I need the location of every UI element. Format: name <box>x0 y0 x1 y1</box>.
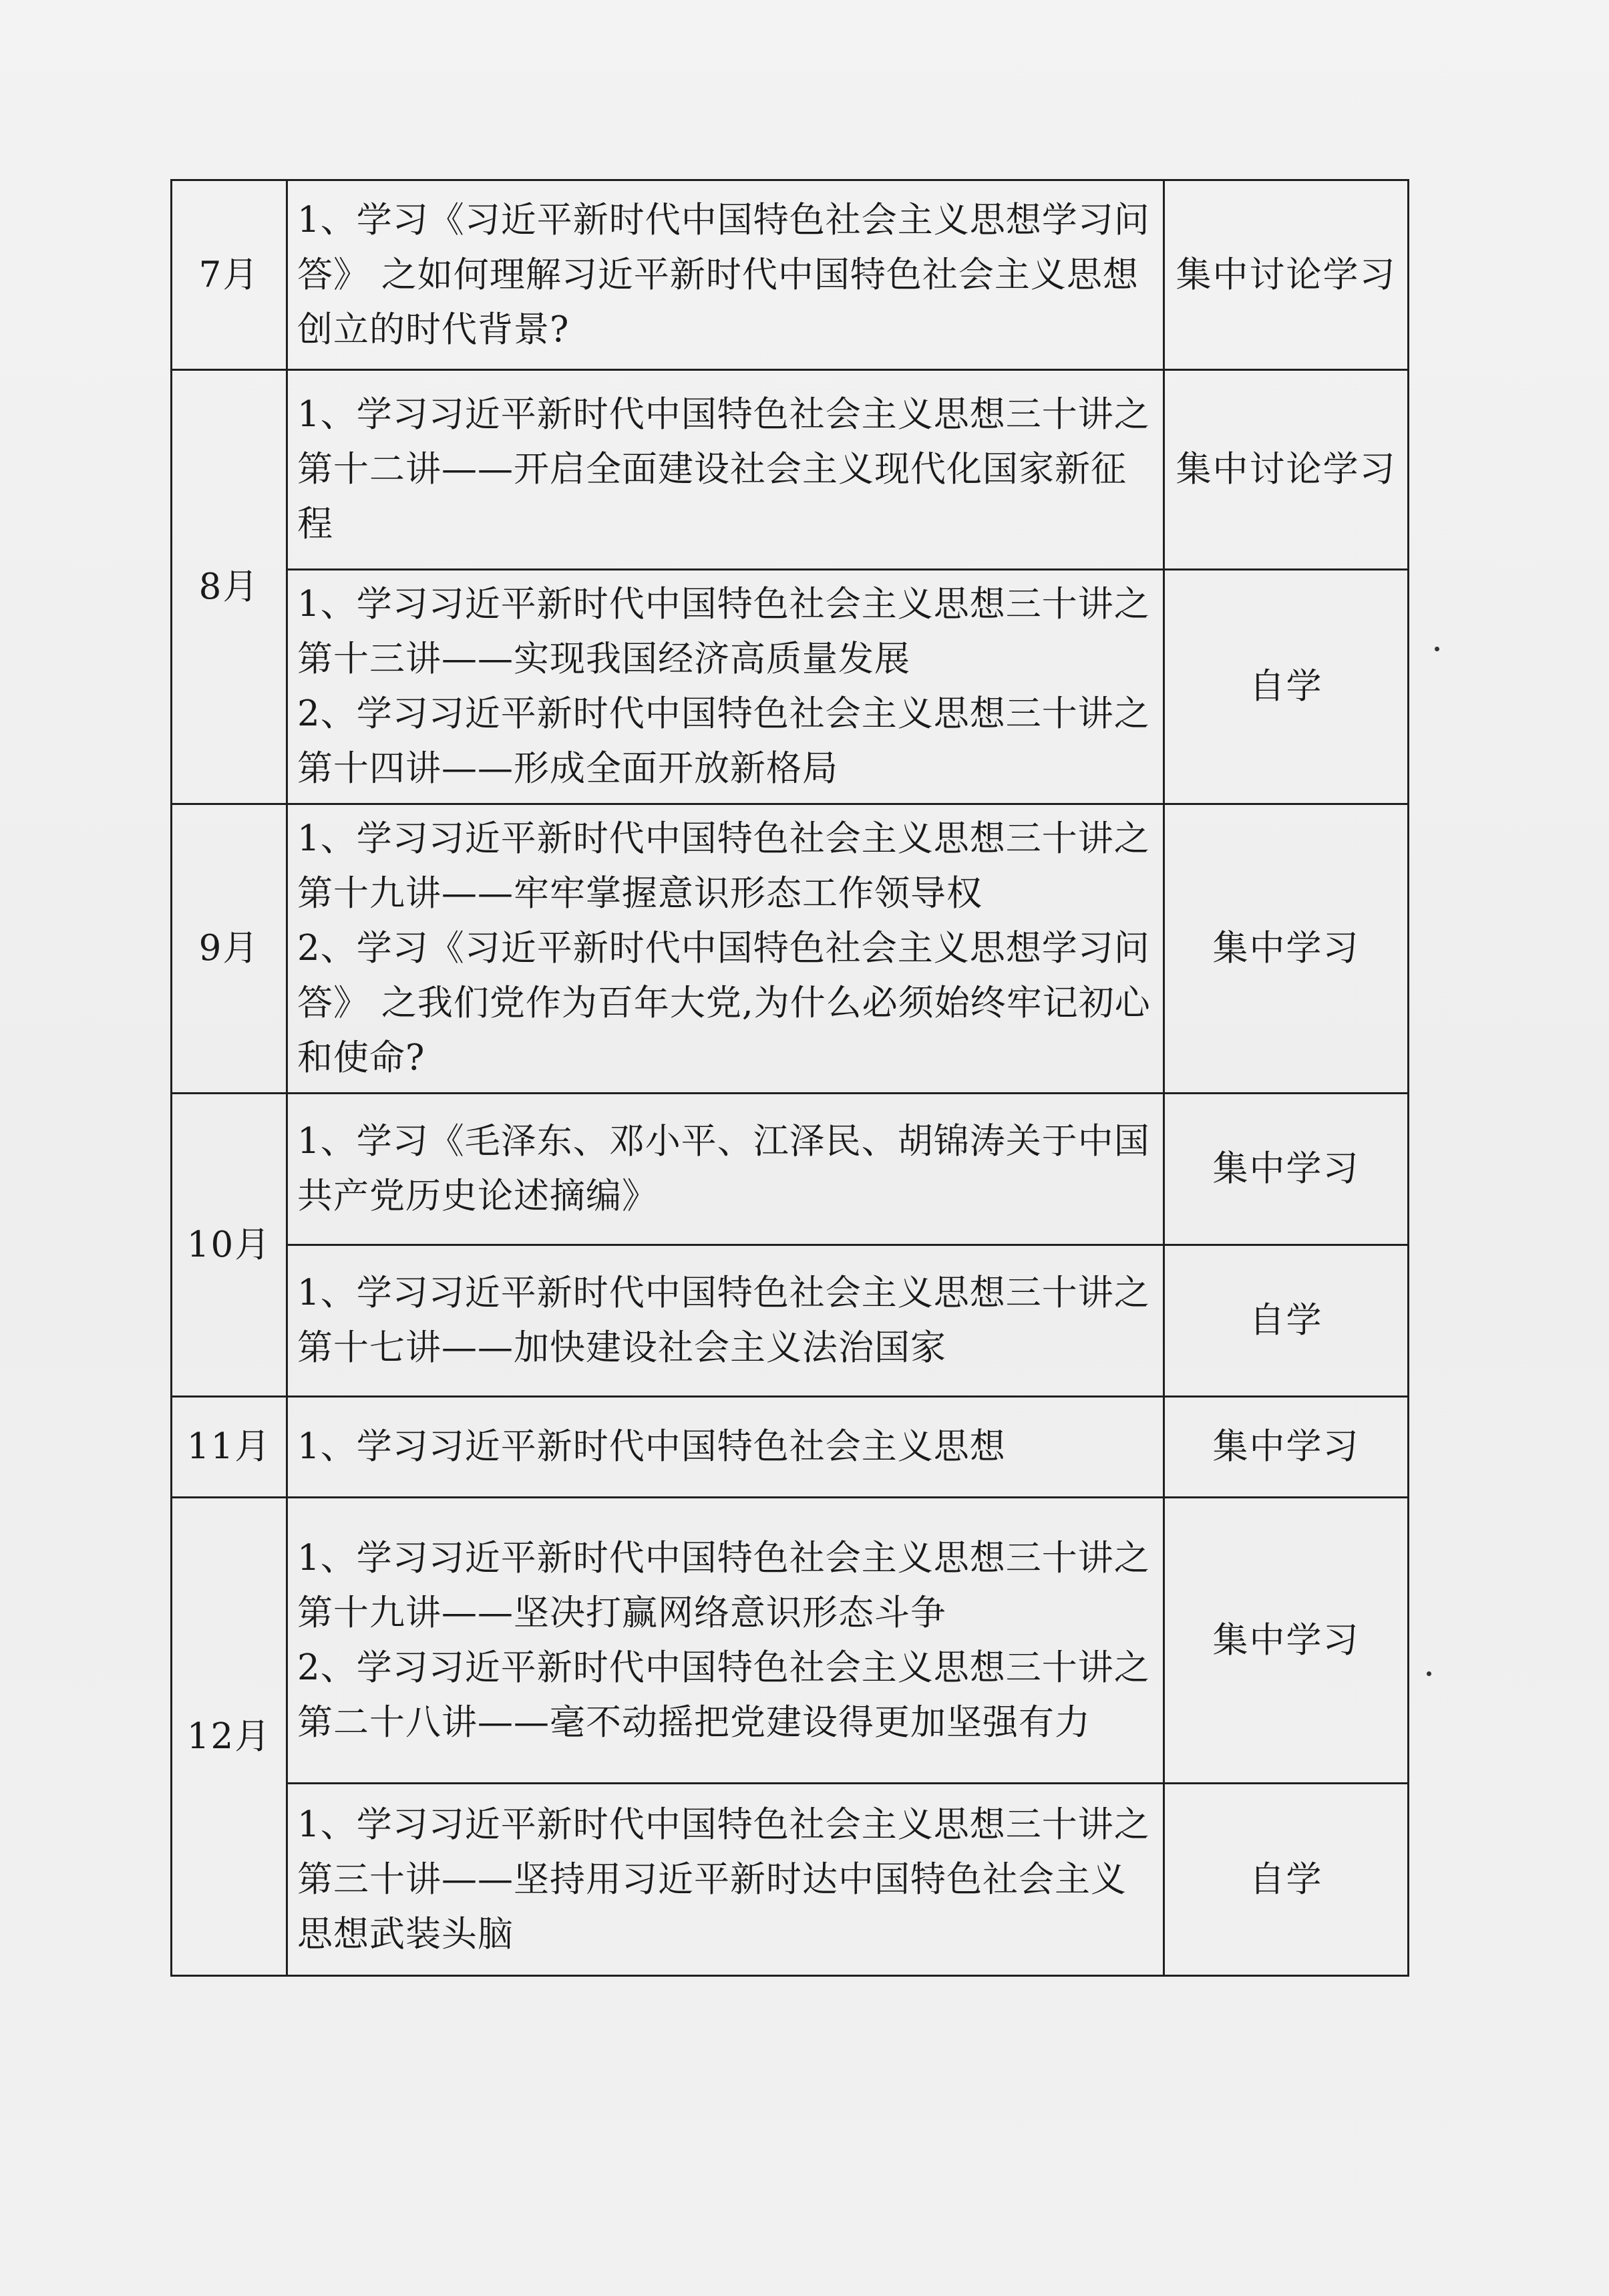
table-row <box>172 1498 1409 1784</box>
study-item: 2、学习习近平新时代中国特色社会主义思想三十讲之第十四讲——形成全面开放新格局 <box>297 693 1150 789</box>
table-row <box>172 570 1409 804</box>
study-item: 1、学习习近平新时代中国特色社会主义思想三十讲之第十九讲——坚决打赢网络意识形态斗争 <box>297 1537 1150 1633</box>
table-row <box>172 1784 1409 1976</box>
table-row <box>172 1094 1409 1245</box>
content-cell <box>287 804 1164 1094</box>
method-cell: 自学 <box>1164 1245 1409 1397</box>
content-cell <box>287 1498 1164 1784</box>
month-cell: 12月 <box>172 1498 287 1976</box>
content-cell <box>287 370 1164 570</box>
method-cell: 自学 <box>1164 570 1409 804</box>
month-cell: 7月 <box>172 180 287 370</box>
content-cell <box>287 1094 1164 1245</box>
study-item: 1、学习《毛泽东、邓小平、江泽民、胡锦涛关于中国共产党历史论述摘编》 <box>297 1121 1150 1216</box>
scan-speck <box>1435 647 1439 651</box>
method-cell: 集中学习 <box>1164 1094 1409 1245</box>
study-item: 1、学习习近平新时代中国特色社会主义思想三十讲之第十二讲——开启全面建设社会主义现代化国家新征程 <box>297 394 1150 544</box>
month-cell: 11月 <box>172 1397 287 1498</box>
method-cell: 集中学习 <box>1164 804 1409 1094</box>
study-schedule-table <box>170 179 1409 1977</box>
content-cell <box>287 570 1164 804</box>
month-cell: 10月 <box>172 1094 287 1397</box>
study-item: 1、学习习近平新时代中国特色社会主义思想三十讲之第十九讲——牢牢掌握意识形态工作领导权 <box>297 818 1150 914</box>
method-cell: 集中学习 <box>1164 1498 1409 1784</box>
scan-speck <box>1427 1671 1431 1676</box>
table-row <box>172 1397 1409 1498</box>
content-cell <box>287 1784 1164 1976</box>
study-item: 2、学习《习近平新时代中国特色社会主义思想学习问答》 之我们党作为百年大党,为什么必须始终牢记初心和使命? <box>297 928 1151 1078</box>
content-cell <box>287 1245 1164 1397</box>
study-item: 1、学习《习近平新时代中国特色社会主义思想学习问答》 之如何理解习近平新时代中国特色社会主义思想创立的时代背景? <box>297 199 1150 350</box>
study-item: 1、学习习近平新时代中国特色社会主义思想 <box>297 1426 1006 1467</box>
table-row <box>172 370 1409 570</box>
month-cell: 8月 <box>172 370 287 804</box>
study-item: 1、学习习近平新时代中国特色社会主义思想三十讲之第十七讲——加快建设社会主义法治国家 <box>297 1273 1150 1368</box>
study-item: 1、学习习近平新时代中国特色社会主义思想三十讲之第十三讲——实现我国经济高质量发展 <box>297 584 1150 679</box>
content-cell <box>287 180 1164 370</box>
table-row <box>172 1245 1409 1397</box>
table-row <box>172 180 1409 370</box>
method-cell: 集中学习 <box>1164 1397 1409 1498</box>
method-cell: 集中讨论学习 <box>1164 370 1409 570</box>
study-item: 2、学习习近平新时代中国特色社会主义思想三十讲之第二十八讲——毫不动摇把党建设得更加坚强有力 <box>297 1647 1150 1743</box>
method-cell: 自学 <box>1164 1784 1409 1976</box>
month-cell: 9月 <box>172 804 287 1094</box>
method-cell: 集中讨论学习 <box>1164 180 1409 370</box>
study-item: 1、学习习近平新时代中国特色社会主义思想三十讲之第三十讲——坚持用习近平新时达中国特色社会主义思想武装头脑 <box>297 1804 1150 1955</box>
table-row <box>172 804 1409 1094</box>
content-cell <box>287 1397 1164 1498</box>
